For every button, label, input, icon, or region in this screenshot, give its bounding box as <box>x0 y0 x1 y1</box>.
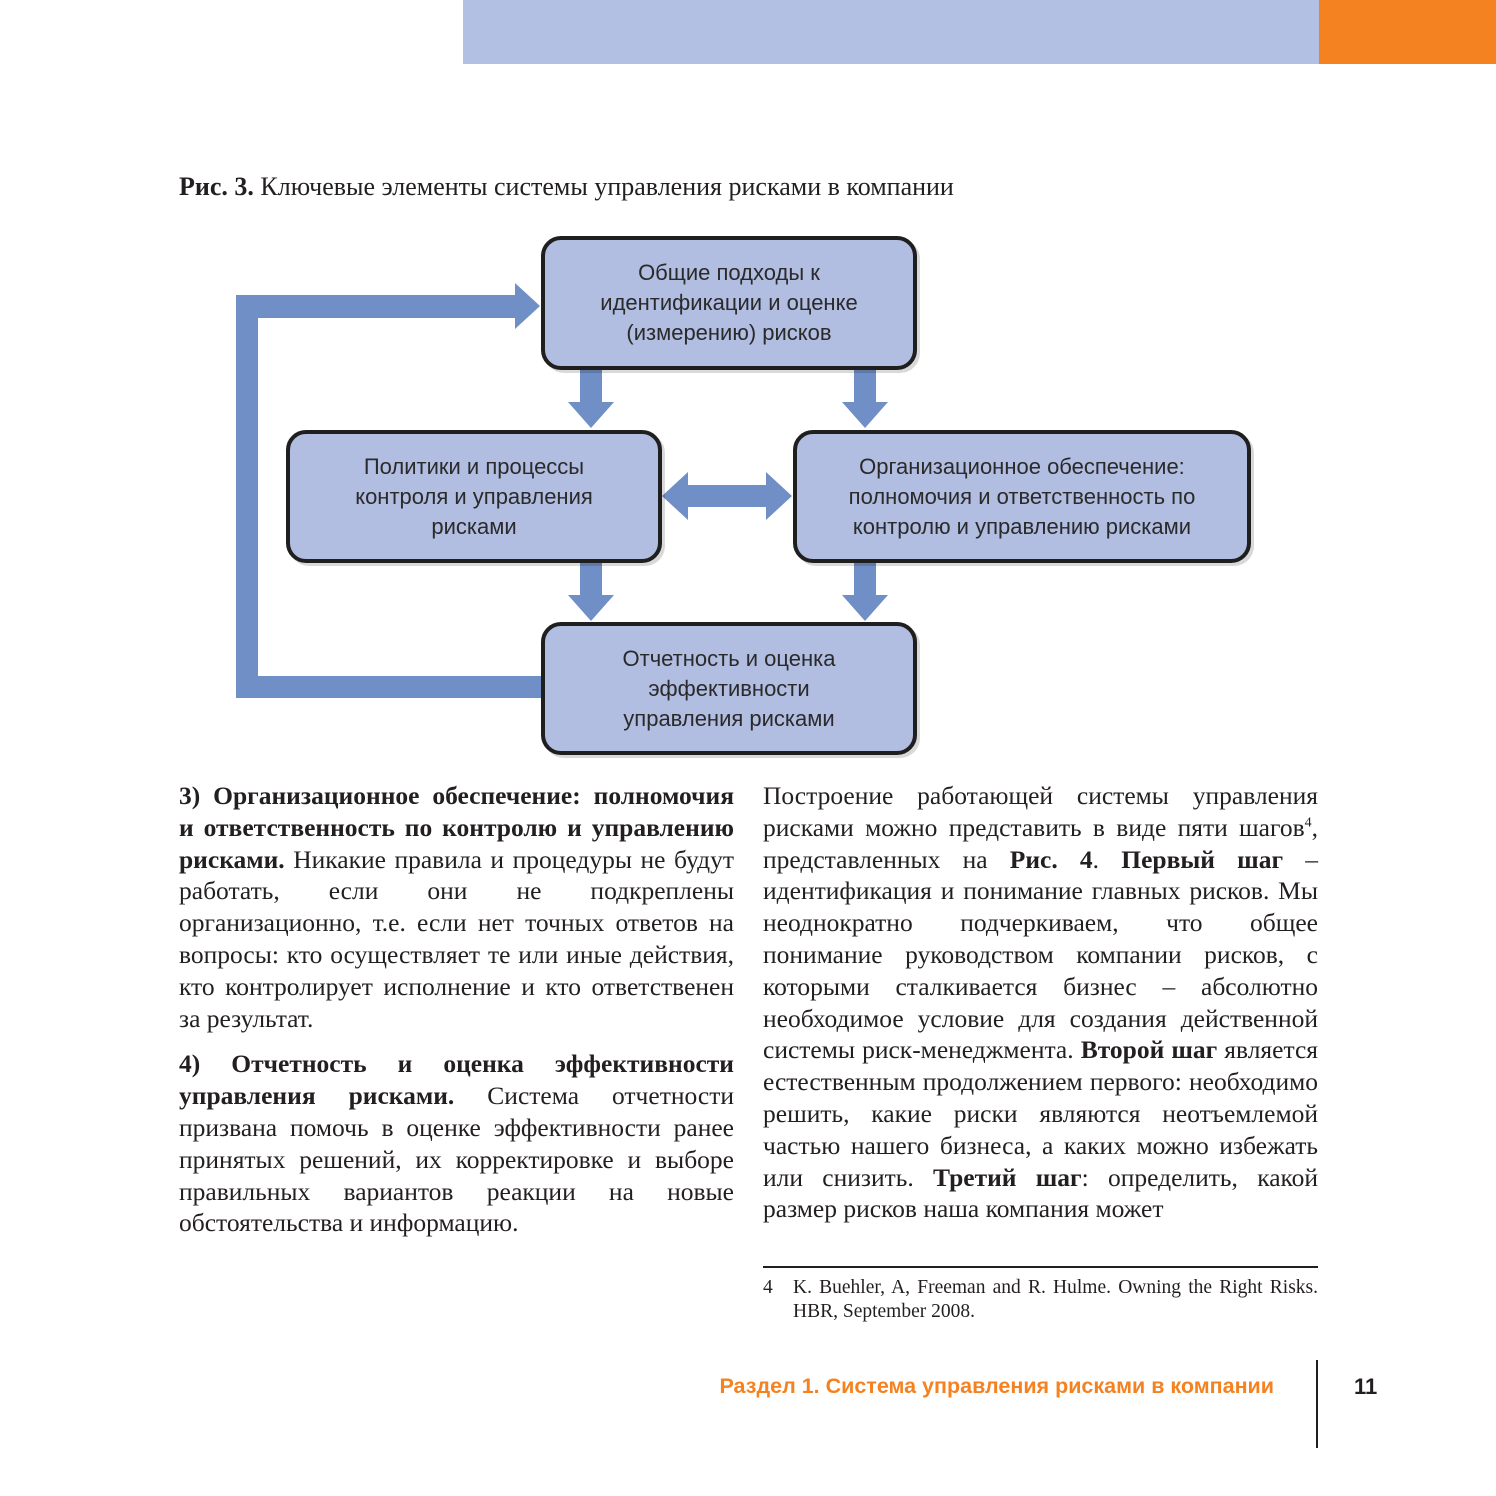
box-reporting-evaluation <box>541 622 917 755</box>
footnote <box>763 1276 1318 1324</box>
text-run: – идентификация и понимание главных рисков. Мы неоднократно подчеркиваем, что общее понимание руководством компании рисков, с которыми сталкивается бизнес – абсолютно необходимое условие для создания действенной системы риск-менеджмента. <box>763 844 1319 1065</box>
paragraph-organizational-text: Никакие правила и процедуры не будут работать, если они не подкреплены организационно, т.е. если нет точных ответов на вопросы: кто осуществляет те или иные действия, кто контролирует исполнение и кто ответственен за результат. <box>179 844 734 1033</box>
footnote-reference: 4 <box>1304 815 1312 831</box>
footer-divider <box>1316 1360 1318 1448</box>
step-one-label: Первый шаг <box>1121 844 1284 874</box>
arrow-left-to-bottom <box>568 563 614 621</box>
text-run: , представленных на <box>763 812 1318 874</box>
box-reporting-evaluation-text: Отчетность и оценка эффективности управления рисками <box>622 645 836 731</box>
text-run: . <box>1092 844 1122 874</box>
box-policies-processes <box>286 430 662 563</box>
footnote-number: 4 <box>763 1277 773 1298</box>
step-two-label: Второй шаг <box>1080 1035 1218 1065</box>
paragraph-reporting-heading: 4) Отчетность и оценка эффективности управления рисками. <box>179 1049 734 1111</box>
right-column <box>763 780 1318 1225</box>
arrow-top-to-left <box>568 370 614 428</box>
text-run: Построение работающей системы управления рисками можно представить в виде пяти шагов <box>763 781 1318 842</box>
paragraph-organizational-heading: 3) Организационное обеспечение: полномочия и ответственность по контролю и управлению рисками. <box>179 781 734 874</box>
box-organizational-support-text: Организационное обеспечение: полномочия и ответственность по контролю и управлению рисками <box>848 453 1196 539</box>
box-policies-processes-text: Политики и процессы контроля и управления рисками <box>355 453 593 539</box>
paragraph-reporting <box>179 1048 734 1239</box>
page-number: 11 <box>1354 1374 1378 1399</box>
step-three-label: Третий шаг <box>933 1162 1082 1192</box>
figure-caption-text: Ключевые элементы системы управления рисками в компании <box>260 172 954 201</box>
figure-label: Рис. 3. <box>179 172 254 201</box>
section-title: Раздел 1. Система управления рисками в компании <box>719 1374 1274 1398</box>
paragraph-organizational <box>179 780 734 1034</box>
text-run: является естественным продолжением первого: необходимо решить, какие риски являются неотъемлемой частью нашего бизнеса, а каких можно избежать или снизить. <box>763 1035 1318 1192</box>
figure-reference: Рис. 4 <box>1009 844 1093 874</box>
arrow-right-to-bottom <box>842 563 888 621</box>
footnote-divider <box>763 1266 1318 1268</box>
paragraph-reporting-text: Система отчетности призвана помочь в оценке эффективности ранее принятых решений, их корректировке и выборе правильных вариантов реакции на новые обстоятельства и информацию. <box>179 1081 734 1238</box>
paragraph-five-steps <box>763 780 1318 1225</box>
arrow-top-to-right <box>842 370 888 428</box>
text-run: : определить, какой размер рисков наша компания может <box>763 1162 1318 1224</box>
arrow-left-right-double <box>662 472 792 520</box>
footnote-text: K. Buehler, A, Freeman and R. Hulme. Owning the Right Risks. HBR, September 2008. <box>793 1277 1318 1322</box>
box-risk-identification-text: Общие подходы к идентификации и оценке (измерению) рисков <box>600 260 858 345</box>
box-risk-identification <box>541 236 917 370</box>
left-column <box>179 780 734 1239</box>
box-organizational-support <box>793 430 1251 563</box>
